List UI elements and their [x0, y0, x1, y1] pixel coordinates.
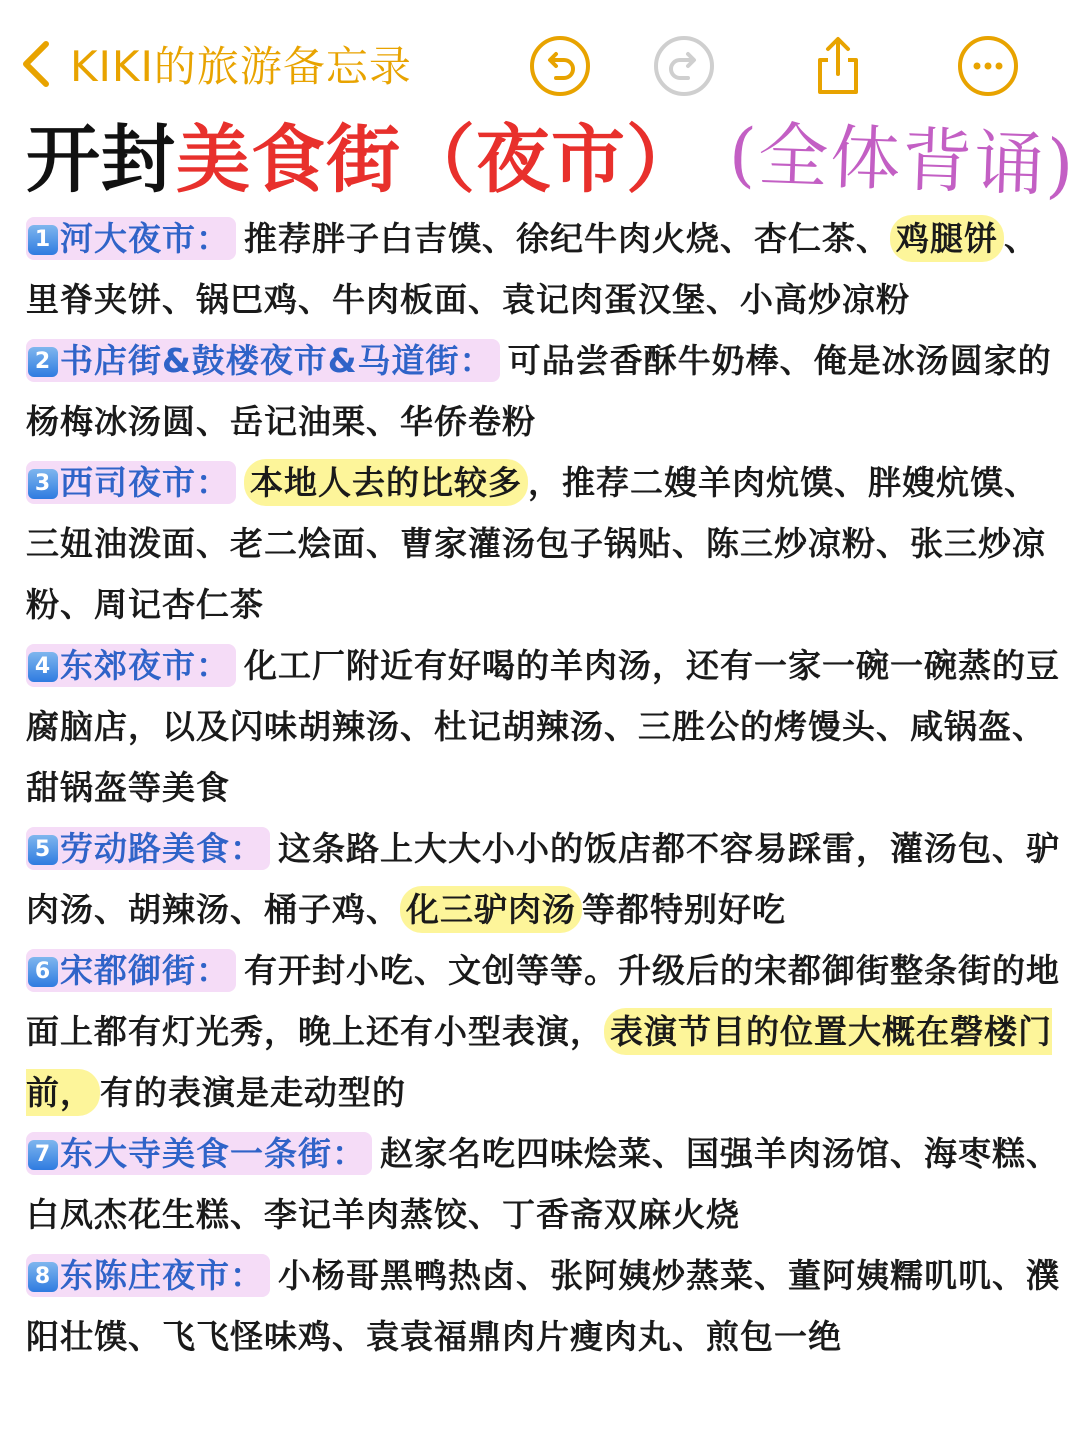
item-label-text: 书店街&鼓楼夜市&马道街： [60, 341, 494, 380]
share-icon [806, 34, 870, 98]
number-badge-icon: 2 [28, 347, 58, 377]
item-label [26, 461, 236, 504]
number-badge-icon: 8 [28, 1262, 58, 1292]
more-button[interactable] [956, 34, 1020, 98]
item-label [26, 949, 236, 992]
list-item [26, 940, 1062, 1123]
redo-button[interactable] [652, 34, 716, 98]
back-label: KIKI的旅游备忘录 [70, 42, 412, 91]
item-label-text: 东大寺美食一条街： [60, 1134, 366, 1173]
item-label [26, 217, 236, 260]
item-label [26, 1132, 372, 1175]
list-item [26, 635, 1062, 818]
list-item [26, 208, 1062, 330]
title-topic: 美食街（夜市） [176, 117, 701, 203]
item-text: 赵家名吃四味烩菜、国强羊肉汤馆、海枣糕、白凤杰花生糕、李记羊肉蒸饺、丁香斋双麻火烧 [26, 1134, 1060, 1234]
item-text: 可品尝香酥牛奶棒、俺是冰汤圆家的杨梅冰汤圆、岳记油栗、华侨卷粉 [26, 341, 1052, 441]
number-badge-icon: 3 [28, 469, 58, 499]
highlighted-text: 鸡腿饼 [890, 215, 1004, 262]
note-body[interactable] [26, 208, 1062, 1367]
item-label-text: 宋都御街： [60, 951, 230, 990]
item-text: ，推荐二嫂羊肉炕馍、胖嫂炕馍、三妞油泼面、老二烩面、曹家灌汤包子锅贴、陈三炒凉粉、张三炒凉粉、周记杏仁茶 [26, 463, 1046, 624]
item-label [26, 827, 270, 870]
redo-icon [652, 34, 716, 98]
highlighted-text: 化三驴肉汤 [400, 886, 582, 933]
item-label-text: 西司夜市： [60, 463, 230, 502]
item-text: 化工厂附近有好喝的羊肉汤，还有一家一碗一碗蒸的豆腐脑店，以及闪味胡辣汤、杜记胡辣汤、三胜公的烤馒头、咸锅盔、甜锅盔等美食 [26, 646, 1060, 807]
list-item [26, 452, 1062, 635]
item-label-text: 东陈庄夜市： [60, 1256, 264, 1295]
note-title [26, 104, 1077, 207]
title-handwritten-note: (全体背诵) [727, 112, 1077, 207]
number-badge-icon: 1 [28, 225, 58, 255]
share-button[interactable] [806, 34, 870, 98]
item-text: 等都特别好吃 [582, 890, 786, 929]
chevron-left-icon [16, 38, 56, 90]
item-text: 有开封小吃、文创等等。升级后的宋都御街整条街的地面上都有灯光秀，晚上还有小型表演， [26, 951, 1060, 1051]
number-badge-icon: 7 [28, 1140, 58, 1170]
undo-icon [528, 34, 592, 98]
title-city: 开封 [26, 117, 176, 203]
item-label [26, 1254, 270, 1297]
item-label [26, 644, 236, 687]
item-label-text: 河大夜市： [60, 219, 230, 258]
more-icon [956, 34, 1020, 98]
highlighted-text: 表演节目的位置大概在磬楼门前， [26, 1008, 1052, 1116]
number-badge-icon: 4 [28, 652, 58, 682]
item-label-text: 东郊夜市： [60, 646, 230, 685]
item-label-text: 劳动路美食： [60, 829, 264, 868]
item-text: 小杨哥黑鸭热卤、张阿姨炒蒸菜、董阿姨糯叽叽、濮阳壮馍、飞飞怪味鸡、袁袁福鼎肉片瘦肉丸、煎包一绝 [26, 1256, 1060, 1356]
item-text: 、里脊夹饼、锅巴鸡、牛肉板面、袁记肉蛋汉堡、小高炒凉粉 [26, 219, 1038, 319]
number-badge-icon: 6 [28, 957, 58, 987]
list-item [26, 330, 1062, 452]
list-item [26, 1123, 1062, 1245]
list-item [26, 1245, 1062, 1367]
item-label [26, 339, 500, 382]
item-text: 这条路上大大小小的饭店都不容易踩雷，灌汤包、驴肉汤、胡辣汤、桶子鸡、 [26, 829, 1060, 929]
item-text: 推荐胖子白吉馍、徐纪牛肉火烧、杏仁茶、 [244, 219, 890, 258]
list-item [26, 818, 1062, 940]
number-badge-icon: 5 [28, 835, 58, 865]
highlighted-text: 本地人去的比较多 [244, 459, 528, 506]
back-button[interactable] [16, 34, 412, 94]
undo-button[interactable] [528, 34, 592, 98]
item-text: 有的表演是走动型的 [100, 1073, 406, 1112]
